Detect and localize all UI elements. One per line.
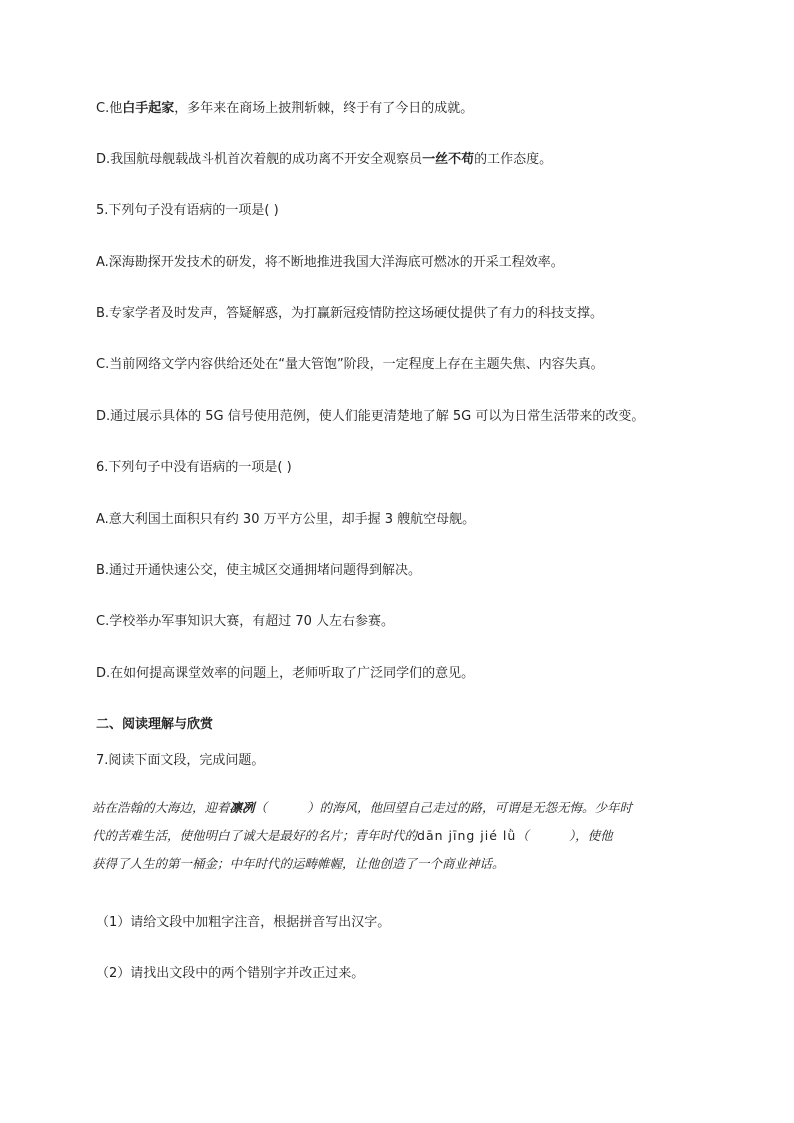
reading-passage bbox=[92, 796, 704, 876]
question-5-option-d: D.通过展示具体的 5G 信号使用范例，使人们能更清楚地了解 5G 可以为日常生活带来的改变。 bbox=[96, 409, 645, 424]
pinyin-text: dān jīng jié lǜ bbox=[417, 828, 517, 843]
question-6-stem: 6.下列句子中没有语病的一项是( ) bbox=[96, 460, 292, 475]
question-6-option-a: A.意大利国土面积只有约 30 万平方公里，却手握 3 艘航空母舰。 bbox=[96, 512, 476, 527]
question-6-option-d: D.在如何提高课堂效率的问题上，老师听取了广泛同学们的意见。 bbox=[96, 666, 475, 681]
passage-line-3: 获得了人生的第一桶金；中年时代的运畴帷幄，让他创造了一个商业神话。 bbox=[92, 856, 505, 871]
question-5-option-b: B.专家学者及时发声，答疑解惑，为打赢新冠疫情防控这场硬仗提供了有力的科技支撑。 bbox=[96, 306, 604, 321]
question-4-option-c bbox=[96, 97, 473, 116]
option-text: ，多年来在商场上披荆斩棘，终于有了今日的成就。 bbox=[174, 101, 474, 116]
question-7-sub-2: （2）请找出文段中的两个错别字并改正过来。 bbox=[96, 966, 365, 981]
question-4-option-d bbox=[96, 148, 552, 167]
question-6-option-c: C.学校举办军事知识大赛，有超过 70 人左右参赛。 bbox=[96, 614, 395, 629]
question-7-stem: 7.阅读下面文段，完成问题。 bbox=[96, 753, 265, 768]
option-text: 的工作态度。 bbox=[474, 152, 553, 167]
question-5-option-c: C.当前网络文学内容供给还处在“量大管饱”阶段，一定程度上存在主题失焦、内容失真。 bbox=[96, 357, 604, 372]
bold-phrase: 白手起家 bbox=[122, 101, 175, 116]
option-text: C.他 bbox=[96, 101, 123, 116]
question-7-sub-1: （1）请给文段中加粗字注音，根据拼音写出汉字。 bbox=[96, 915, 391, 930]
passage-line-2: 代的苦难生活，使他明白了诚大是最好的名片；青年时代的dān jīng jié lǜ（ ），使他 bbox=[92, 828, 613, 843]
section-heading: 二、阅读理解与欣赏 bbox=[96, 717, 214, 732]
option-text: D.我国航母舰载战斗机首次着舰的成功离不开安全观察员 bbox=[96, 152, 423, 167]
question-5-stem: 5.下列句子没有语病的一项是( ) bbox=[96, 203, 279, 218]
passage-line-1: 站在浩翰的大海边，迎着凛冽（ ）的海风，他回望自己走过的路，可谓是无怨无悔。少年时 bbox=[92, 800, 633, 815]
question-5-option-a: A.深海勘探开发技术的研发，将不断地推进我国大洋海底可燃冰的开采工程效率。 bbox=[96, 255, 564, 270]
question-6-option-b: B.通过开通快速公交，使主城区交通拥堵问题得到解决。 bbox=[96, 563, 422, 578]
bold-word: 凛冽 bbox=[229, 800, 255, 815]
bold-phrase: 一丝不苟 bbox=[422, 152, 475, 167]
